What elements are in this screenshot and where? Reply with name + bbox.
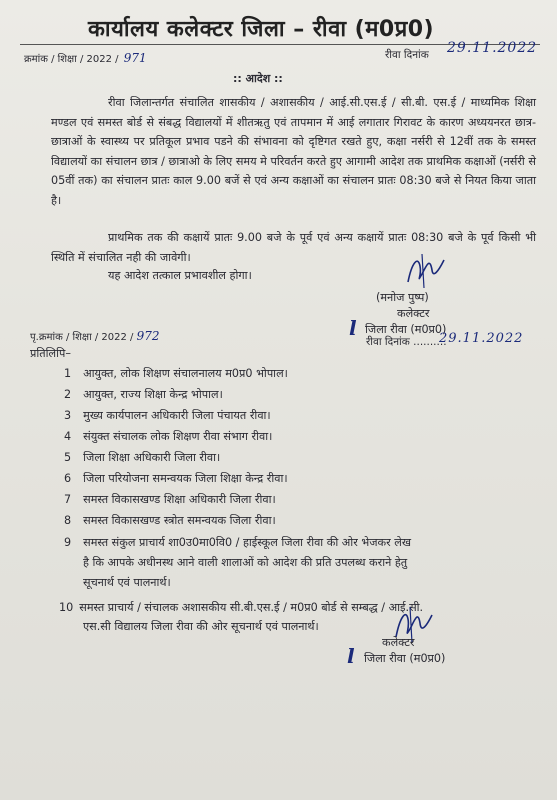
copy-item-1 [64, 368, 288, 379]
ref-prefix: क्रमांक / शिक्षा / 2022 / [24, 54, 119, 65]
copy-item-number: 8 [64, 514, 72, 527]
copy-item-number: 4 [64, 430, 72, 443]
copy-item-number: 2 [64, 388, 72, 401]
office-title: कार्यालय कलेक्टर जिला – रीवा (म0प्र0) [88, 17, 435, 42]
copy-item-9-line-2: है कि आपके अधीनस्थ आने वाली शालाओं को आदेश की प्रति उपलब्ध कराने हेतु [83, 556, 408, 569]
copy-item-number: 3 [64, 409, 72, 422]
copy-item-9 [64, 537, 411, 548]
order-paragraph-2 [51, 228, 536, 267]
copy-item-text: समस्त संकुल प्राचार्य शा0उ0मा0वि0 / हाईस्कूल जिला रीवा की ओर भेजकर लेख [83, 536, 412, 549]
copy-item-5 [64, 452, 220, 463]
copy-item-text: आयुक्त, राज्य शिक्षा केन्द्र भोपाल। [83, 388, 223, 401]
copy-item-text: समस्त विकासखण्ड स्त्रोत समन्वयक जिला रीवा। [83, 514, 276, 527]
copy-item-text: समस्त प्राचार्य / संचालक अशासकीय सी.बी.एस.ई / म0प्र0 बोर्ड से सम्बद्ध / आई.सी. [79, 601, 424, 614]
paragraph-1-text: रीवा जिलान्तर्गत संचालित शासकीय / अशासकीय / आई.सी.एस.ई / सी.बी. एस.ई / माध्यमिक शिक्षा मण्डल एवं समस्त बोर्ड से संबद्ध विद्यालयों में शीतऋतु एवं तापमान में आई लगातार गिरावट के कारण अध्ययनरत छात्र-छात्राओं के स्वास्थ्य पर प्रतिकूल प्रभाव पडने की संभावना को दृष्टिगत रखते हुए, कक्षा नर्सरी से 12वीं तक के समस्त विद्यालयों का संचालन छात्र / छात्राओ के लिए समय मे परिवर्तन करते हुए आगामी आदेश तक प्राथमिक कक्षाओं (नर्सरी से 05वीं तक) का संचालन प्रातः काल 9.00 बजें से एवं अन्य कक्षाओं का संचालन प्रातः 08:30 बजे से नियत किया जाता है। [51, 96, 536, 207]
ref-number-handwritten: 971 [123, 51, 147, 65]
copy-item-text: मुख्य कार्यपालन अधिकारी जिला पंचायत रीवा। [83, 409, 271, 422]
signature-mark-1 [400, 252, 450, 292]
signatory-2-district: जिला रीवा (म0प्र0) [364, 652, 446, 665]
order-date [385, 50, 429, 61]
order-paragraph-1 [51, 93, 536, 211]
copy-item-4 [64, 431, 272, 442]
copy-item-7 [64, 494, 276, 505]
copy-ref-handwritten: 972 [136, 329, 160, 343]
copy-item-3 [64, 410, 271, 421]
copy-item-text: संयुक्त संचालक लोक शिक्षण रीवा संभाग रीवा। [83, 430, 273, 443]
copy-item-number: 9 [64, 536, 72, 549]
signatory-district: जिला रीवा (म0प्र0) [365, 323, 447, 336]
copy-ref-prefix: पृ.क्रमांक / शिक्षा / 2022 / [30, 332, 134, 343]
order-heading: :: आदेश :: [233, 72, 283, 85]
copy-date-label: रीवा दिनांक .......... [366, 336, 447, 348]
signatory-designation: कलेक्टर [397, 307, 430, 320]
date-label: रीवा दिनांक [385, 49, 429, 61]
copy-date-handwritten: 29.11.2022 [439, 331, 524, 346]
copy-item-2 [64, 389, 223, 400]
copy-item-number: 7 [64, 493, 72, 506]
handwritten-tick-mark-1: ⅼ [349, 316, 357, 340]
copy-item-9-line-3: सूचनार्थ एवं पालनार्थ। [83, 576, 171, 589]
copy-label: प्रतिलिपि– [30, 347, 71, 360]
copy-item-text: समस्त विकासखण्ड शिक्षा अधिकारी जिला रीवा। [83, 493, 276, 506]
order-ref-number [24, 52, 147, 65]
copy-item-6 [64, 473, 288, 484]
handwritten-tick-mark-2: ⅼ [347, 644, 355, 668]
date-handwritten: 29.11.2022 [447, 40, 538, 56]
paragraph-2-text: प्राथमिक तक की कक्षायें प्रातः 9.00 बजे के पूर्व एवं अन्य कक्षायें प्रातः 08:30 बजे के पूर्व किसी भी स्थिति में संचालित नही की जावेगी। [51, 231, 536, 264]
copy-item-text: जिला शिक्षा अधिकारी जिला रीवा। [83, 451, 221, 464]
copy-item-number: 1 [64, 367, 72, 380]
copy-item-number: 5 [64, 451, 72, 464]
copy-item-10-line-2: एस.सी विद्यालय जिला रीवा की ओर सूचनार्थ एवं पालनार्थ। [83, 620, 319, 633]
signatory-name: (मनोज पुष्प) [376, 291, 429, 304]
copy-item-8 [64, 515, 276, 526]
copy-item-number: 10 [59, 601, 74, 614]
order-paragraph-3: यह आदेश तत्काल प्रभावशील होगा। [108, 269, 252, 282]
copy-ref-number [30, 330, 159, 343]
copy-item-text: आयुक्त, लोक शिक्षण संचालनालय म0प्र0 भोपाल। [83, 367, 288, 380]
signatory-2-designation: कलेक्टर [382, 636, 415, 649]
copy-item-10 [59, 602, 423, 613]
copy-item-number: 6 [64, 472, 72, 485]
copy-item-text: जिला परियोजना समन्वयक जिला शिक्षा केन्द्र रीवा। [83, 472, 288, 485]
